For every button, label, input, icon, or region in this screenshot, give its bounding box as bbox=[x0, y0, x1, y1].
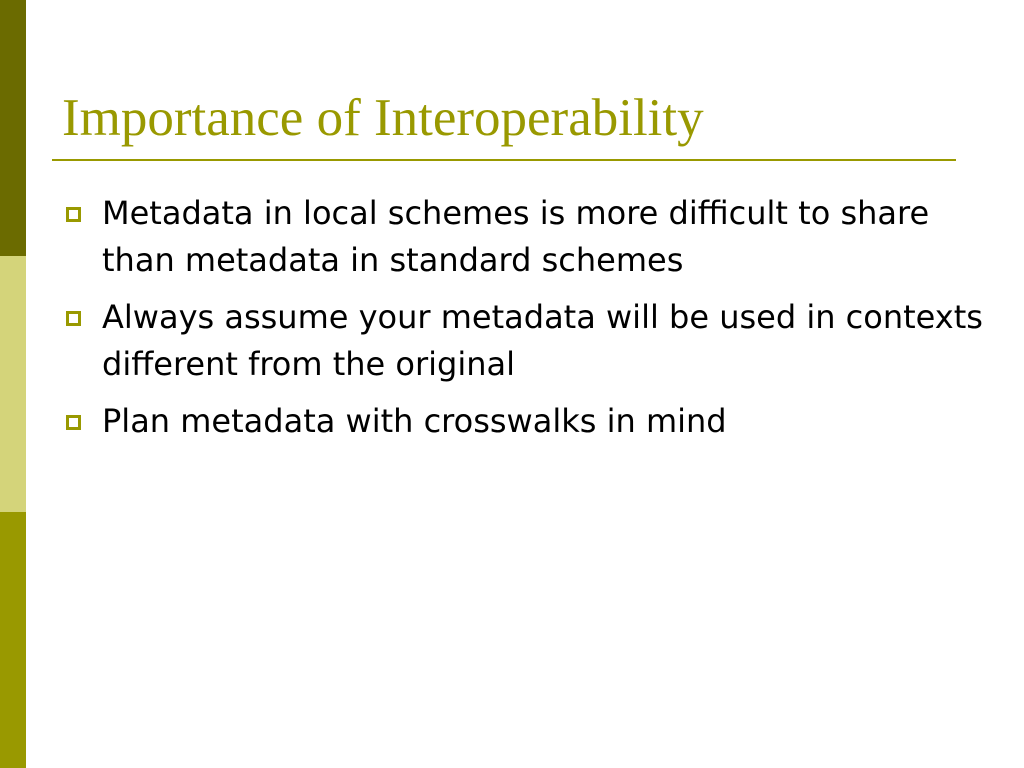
sidebar-decoration bbox=[0, 0, 26, 768]
bullet-item bbox=[62, 294, 1002, 388]
bullet-item bbox=[62, 398, 1002, 445]
sidebar-segment-dark bbox=[0, 0, 26, 256]
hollow-square-icon bbox=[66, 311, 81, 326]
title-divider bbox=[52, 159, 956, 161]
bullet-item bbox=[62, 190, 1002, 284]
sidebar-segment-light bbox=[0, 256, 26, 512]
bullet-text: Plan metadata with crosswalks in mind bbox=[102, 402, 727, 440]
hollow-square-icon bbox=[66, 207, 81, 222]
bullet-text: Always assume your metadata will be used in contexts different from the original bbox=[102, 298, 983, 383]
bullet-list bbox=[62, 190, 1002, 455]
slide-title: Importance of Interoperability bbox=[62, 89, 704, 147]
sidebar-segment-medium bbox=[0, 512, 26, 768]
bullet-text: Metadata in local schemes is more difficult to share than metadata in standard schemes bbox=[102, 194, 930, 279]
hollow-square-icon bbox=[66, 415, 81, 430]
